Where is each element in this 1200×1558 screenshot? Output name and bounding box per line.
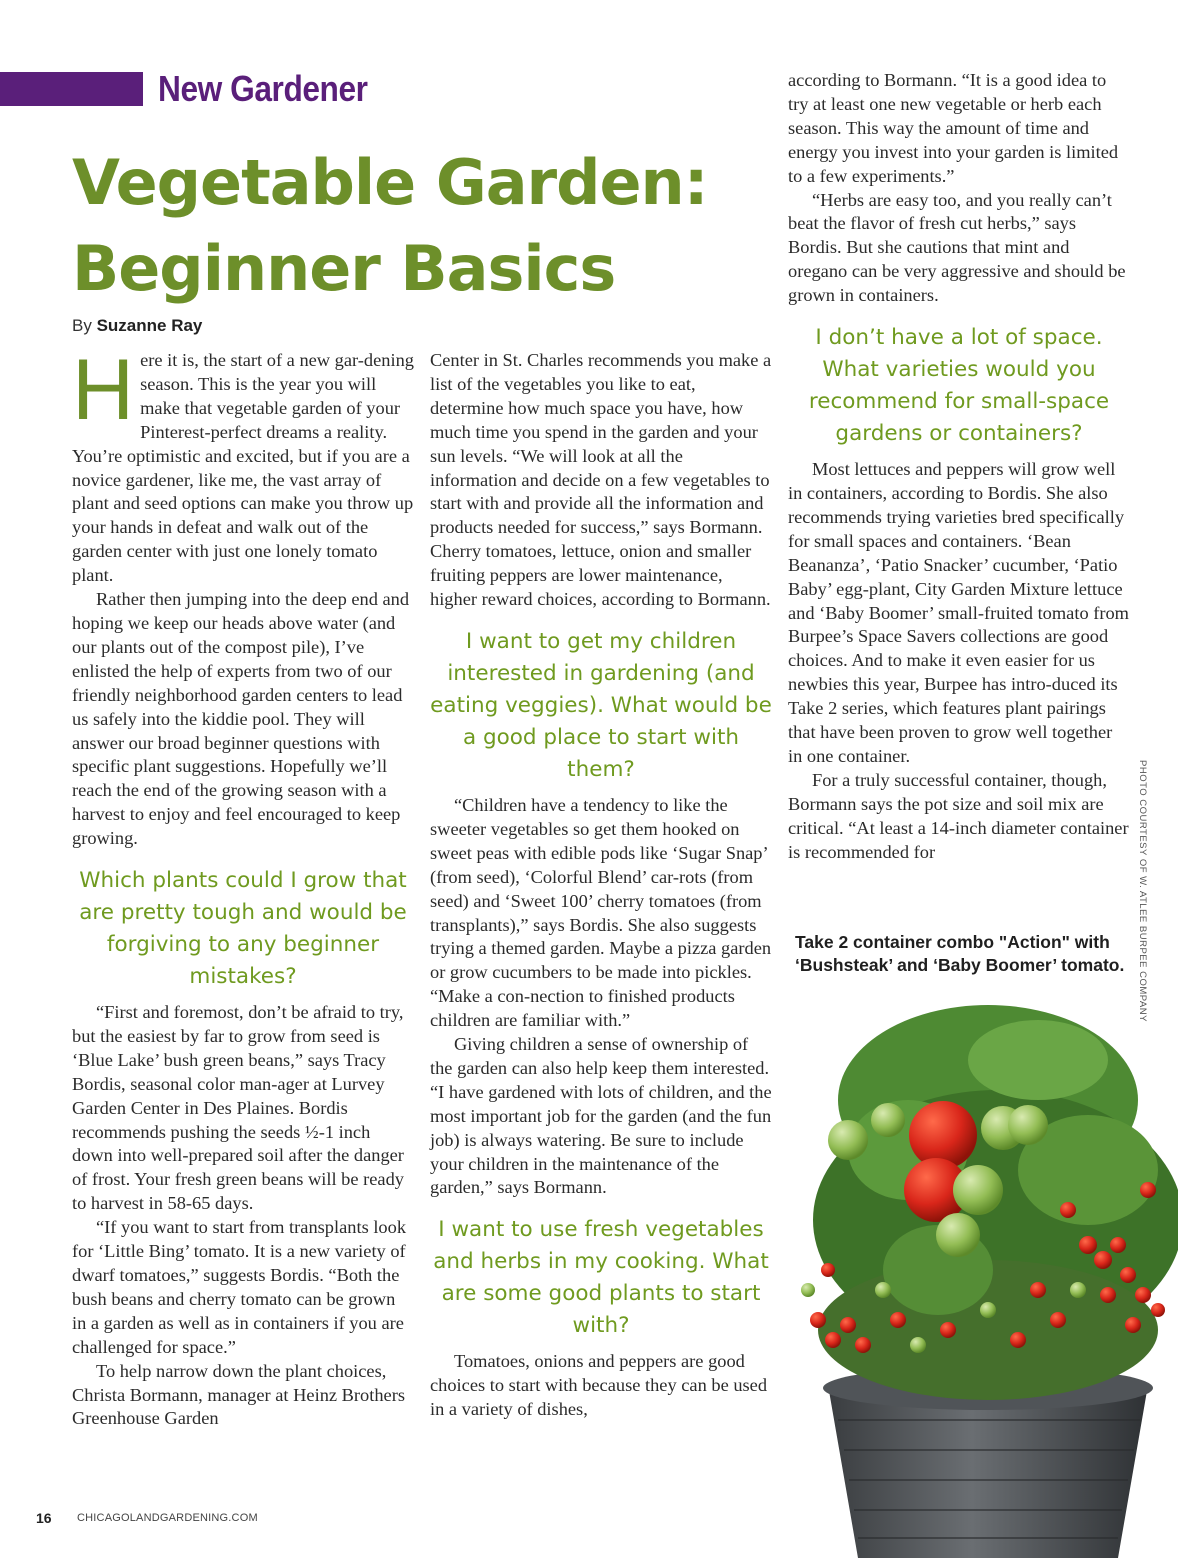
drop-cap: H <box>72 342 135 438</box>
article-title <box>72 140 772 312</box>
paragraph: “If you want to start from transplants look for ‘Little Bing’ tomato. It is a new variety of dwarf tomatoes,” suggests Bordis. “Both the bush beans and cherry tomato can be grown in a garden as well as in containers if you are challenged for space.” <box>72 1217 407 1357</box>
question-heading: I want to get my children interested in gardening (and eating veggies). What would be a good place to start with them? <box>430 628 772 782</box>
byline-prefix: By <box>72 316 92 335</box>
article-column-1 <box>72 342 414 1431</box>
paragraph: Giving children a sense of ownership of the garden can also help keep them interested. “I have gardened with lots of children, and the most important job for the garden (and the fun job) is always watering. Be sure to include your children in the maintenance of the garden,” says Bormann. <box>430 1034 772 1198</box>
article-column-2 <box>430 349 772 1422</box>
website-footer: CHICAGOLANDGARDENING.COM <box>77 1512 258 1524</box>
paragraph: according to Bormann. “It is a good idea to try at least one new vegetable or herb each season. This way the amount of time and energy you invest into your garden is limited to a few experiments.” <box>788 70 1119 186</box>
paragraph: For a truly successful container, though, Bormann says the pot size and soil mix are critical. “At least a 14-inch diameter container is recommended for <box>788 769 1129 862</box>
paragraph: “Herbs are easy too, and you really can’t beat the flavor of fresh cut herbs,” says Bordis. But she cautions that mint and oregano can be very aggressive and should be grown in containers. <box>788 189 1126 306</box>
paragraph: “First and foremost, don’t be afraid to try, but the easiest by far to grow from seed is ‘Blue Lake’ bush green beans,” says Tracy Bordis, seasonal color man-ager at Lurvey Garden Center in Des Plaines. Bordis recommends pushing the seeds ½-1 inch down into well-prepared soil after the danger of frost. Your fresh green beans will be ready to harvest in 58-65 days. <box>72 1002 404 1214</box>
article-column-3 <box>788 69 1130 864</box>
question-heading: I want to use fresh vegetables and herbs in my cooking. What are some good plants to start with? <box>433 1217 769 1339</box>
photo-credit: PHOTO COURTESY OF W. ATLEE BURPEE COMPANY <box>1137 760 1148 1022</box>
paragraph: To help narrow down the plant choices, Christa Bormann, manager at Heinz Brothers Greenhouse Garden <box>72 1360 405 1429</box>
title-line-1: Vegetable Garden: <box>72 146 708 219</box>
byline <box>72 316 202 336</box>
section-color-bar <box>0 72 143 106</box>
paragraph: Center in St. Charles recommends you make a list of the vegetables you like to eat, determine how much space you have, how much time you spend in the garden and your sun levels. “We will look at all the information and decide on a few vegetables to start with and provide all the information and products needed for success,” says Bormann. Cherry tomatoes, lettuce, onion and smaller fruiting peppers are lower maintenance, higher reward choices, according to Bormann. <box>430 350 772 610</box>
intro-paragraph: Here it is, the start of a new gar-dening season. This is the year you will make that vegetable garden of your Pinterest-perfect dreams a reality. You’re optimistic and excited, but if you are a novice gardener, like me, the vast array of plant and seed options can make you throw up your hands in defeat and walk out of the garden center with just one lonely tomato plant. <box>72 342 414 586</box>
byline-author: Suzanne Ray <box>96 316 203 335</box>
photo-caption: Take 2 container combo "Action" with ‘Bushsteak’ and ‘Baby Boomer’ tomato. <box>795 932 1125 975</box>
paragraph: “Children have a tendency to like the sweeter vegetables so get them hooked on sweet peas with edible pods like ‘Sugar Snap’ (from seed), ‘Colorful Blend’ car-rots (from seed) and ‘Sweet 100’ cherry tomatoes (from transplants),” says Bordis. She also suggests trying a themed garden. Maybe a pizza garden or grow cucumbers to be made into pickles. “Make a con-nection to finished products children are familiar with.” <box>430 794 772 1031</box>
question-heading: I don’t have a lot of space. What varieties would you recommend for small-space gardens or containers? <box>808 325 1110 447</box>
page-number: 16 <box>36 1510 52 1526</box>
section-label: New Gardener <box>158 68 368 109</box>
paragraph: Tomatoes, onions and peppers are good choices to start with because they can be used in a variety of dishes, <box>430 1351 768 1420</box>
tomato-plant-photo <box>788 990 1178 1558</box>
pot <box>828 1385 1148 1558</box>
question-heading: Which plants could I grow that are pretty tough and would be forgiving to any beginner mistakes? <box>79 868 407 990</box>
paragraph: Most lettuces and peppers will grow well in containers, according to Bordis. She also recommends trying varieties bred specifically for small spaces and containers. ‘Bean Beananza’, ‘Patio Snacker’ cucumber, ‘Patio Baby’ egg-plant, City Garden Mixture lettuce and ‘Baby Boomer’ small-fruited tomato from Burpee’s Space Savers collections are good choices. And to make it even easier for us newbies this year, Burpee has intro-duced its Take 2 series, which features plant pairings that have been proven to grow well together in one container. <box>788 459 1129 766</box>
paragraph: Rather then jumping into the deep end and hoping we keep our heads above water (and our plants out of the compost pile), I’ve enlisted the help of experts from two of our friendly neighborhood garden centers to lead us safely into the kiddie pool. They will answer our broad beginner questions with specific plant suggestions. Hopefully we’ll reach the end of the growing season with a harvest to enjoy and feel encouraged to keep growing. <box>72 589 410 849</box>
title-line-2: Beginner Basics <box>72 232 616 305</box>
